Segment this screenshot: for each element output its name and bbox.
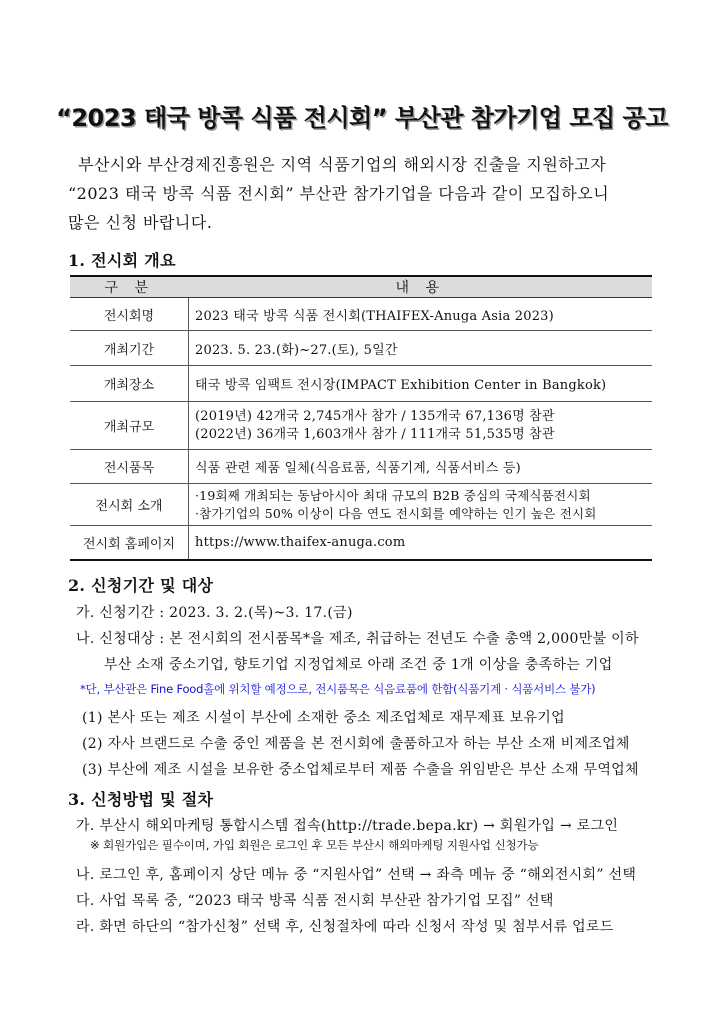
membership-note: ※ 회원가입은 필수이며, 가입 회원은 로그인 후 모든 부산시 해외마케팅 지원사업 신청가능	[90, 838, 539, 852]
row-key: 전시회명	[70, 298, 189, 331]
row-key: 개최규모	[70, 402, 189, 450]
row-key: 전시회 홈페이지	[70, 526, 189, 560]
row-value: 2023. 5. 23.(화)~27.(토), 5일간	[189, 331, 653, 366]
application-target: 나. 신청대상 : 본 전시회의 전시품목*을 제조, 취급하는 전년도 수출 총액 2,000만불 이하	[76, 631, 639, 647]
section-heading-overview: 1. 전시회 개요	[68, 251, 176, 270]
page-title: “2023 태국 방콕 식품 전시회” 부산관 참가기업 모집 공고	[56, 104, 668, 132]
table-header-row	[70, 276, 652, 298]
row-value: 태국 방콕 임팩트 전시장(IMPACT Exhibition Center in Bangkok)	[189, 366, 653, 402]
table-row	[70, 484, 652, 526]
row-key: 개최기간	[70, 331, 189, 366]
row-key: 개최장소	[70, 366, 189, 402]
homepage-url[interactable]: https://www.thaifex-anuga.com	[189, 526, 653, 560]
intro-paragraph	[68, 150, 658, 237]
intro-line: “2023 태국 방콕 식품 전시회” 부산관 참가기업을 다음과 같이 모집하오니	[68, 184, 610, 203]
table-row	[70, 366, 652, 402]
intro-line: 부산시와 부산경제진흥원은 지역 식품기업의 해외시장 진출을 지원하고자	[78, 155, 607, 174]
intro-line: 많은 신청 바랍니다.	[68, 213, 213, 232]
exhibit-item-note: *단, 부산관은 Fine Food홀에 위치할 예정으로, 전시품목은 식음료품에 한함(식품기계 · 식품서비스 불가)	[80, 682, 596, 696]
section-heading-procedure: 3. 신청방법 및 절차	[68, 790, 214, 809]
procedure-step: 나. 로그인 후, 홈페이지 상단 메뉴 중 “지원사업” 선택 → 좌측 메뉴 중 “해외전시회” 선택	[76, 867, 637, 883]
table-row	[70, 331, 652, 366]
row-key: 전시품목	[70, 450, 189, 484]
condition-item: (3) 부산에 제조 시설을 보유한 중소업체로부터 제품 수출을 위임받은 부산 소재 무역업체	[82, 762, 639, 778]
row-key: 전시회 소개	[70, 484, 189, 526]
row-value-line: (2019년) 42개국 2,745개사 참가 / 135개국 67,136명 참관	[195, 408, 555, 424]
table-row	[70, 450, 652, 484]
overview-table	[70, 275, 652, 561]
row-value: 2023 태국 방콕 식품 전시회(THAIFEX-Anuga Asia 2023)	[189, 298, 653, 331]
table-row	[70, 526, 652, 560]
row-value: 식품 관련 제품 일체(식음료품, 식품기계, 식품서비스 등)	[189, 450, 653, 484]
condition-item: (1) 본사 또는 제조 시설이 부산에 소재한 중소 제조업체로 재무제표 보유기업	[82, 710, 565, 726]
row-value	[189, 484, 653, 526]
procedure-step: 가. 부산시 해외마케팅 통합시스템 접속(http://trade.bepa.kr) → 회원가입 → 로그인	[76, 818, 619, 834]
row-value-line: ·19회째 개최되는 동남아시아 최대 규모의 B2B 중심의 국제식품전시회	[195, 487, 591, 503]
table-row	[70, 402, 652, 450]
table-header-value: 내 용	[189, 276, 653, 298]
row-value-line: ·참가기업의 50% 이상이 다음 연도 전시회를 예약하는 인기 높은 전시회	[195, 505, 597, 521]
application-target-continued: 부산 소재 중소기업, 향토기업 지정업체로 아래 조건 중 1개 이상을 충족하는 기업	[104, 657, 613, 673]
condition-item: (2) 자사 브랜드로 수출 중인 제품을 본 전시회에 출품하고자 하는 부산 소재 비제조업체	[82, 736, 630, 752]
row-value-line: (2022년) 36개국 1,603개사 참가 / 111개국 51,535명 참관	[195, 426, 555, 442]
table-row	[70, 298, 652, 331]
section-heading-period-target: 2. 신청기간 및 대상	[68, 576, 214, 595]
procedure-step: 다. 사업 목록 중, “2023 태국 방콕 식품 전시회 부산관 참가기업 모집” 선택	[76, 893, 554, 909]
application-period: 가. 신청기간 : 2023. 3. 2.(목)~3. 17.(금)	[76, 605, 353, 621]
procedure-step: 라. 화면 하단의 “참가신청” 선택 후, 신청절차에 따라 신청서 작성 및 첨부서류 업로드	[76, 919, 614, 935]
table-header-key: 구 분	[70, 276, 189, 298]
row-value	[189, 402, 653, 450]
